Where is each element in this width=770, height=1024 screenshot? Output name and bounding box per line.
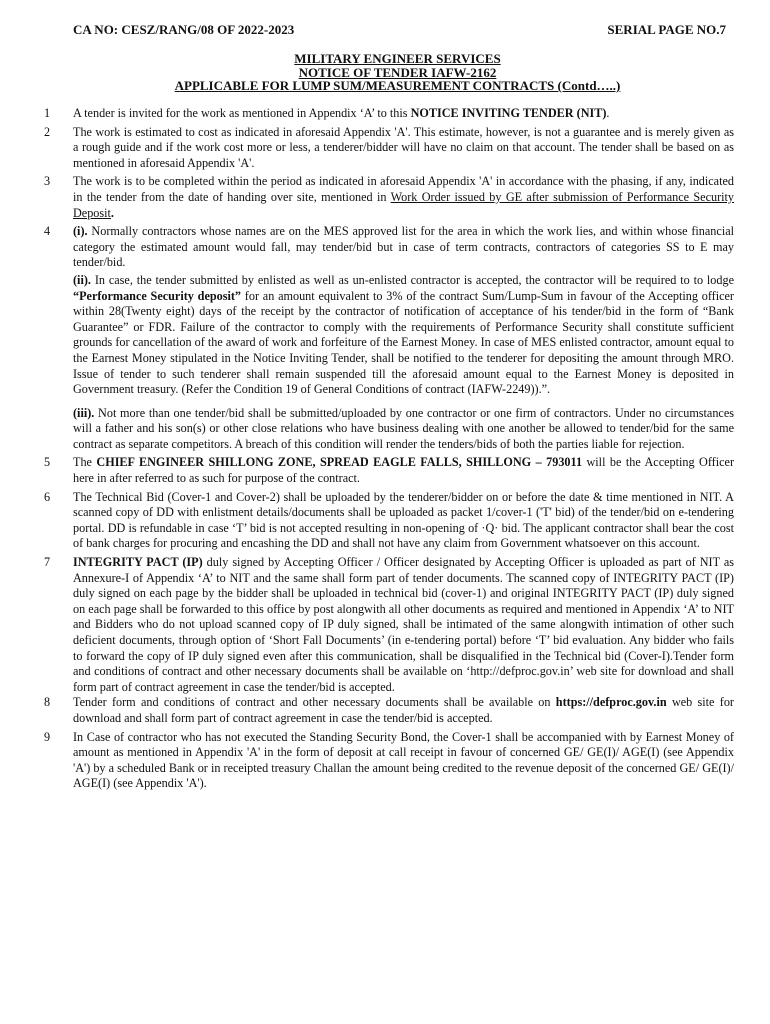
text-run: Normally contractors whose names are on the MES approved list for the area in which the work lies, and within whose financial category the estimated amount would fall, may tender/bid but in case of term contracts, contractors of categories SS to E may tender/bid. [73, 224, 734, 270]
text-run: The work is to be completed within the period as indicated in aforesaid Appendix 'A' in accordance with the phasing, if any, indicated in the tender from the date of handing over site, mentioned in [73, 174, 734, 204]
paragraph-text [73, 106, 734, 122]
paragraph-number: 1 [44, 106, 51, 120]
paragraph-4-clause-iii [73, 406, 734, 453]
text-run: In case, the tender submitted by enlisted as well as un-enlisted contractor is accepted, the contractor will be required to to lodge [90, 272, 734, 287]
text-run: Not more than one tender/bid shall be submitted/uploaded by one contractor or one firm of contractors. Under no circumstances will a father and his son(s) or other close relations who have business dealing with one another be allowed to tender/bid for the same contract as separate competitors. A breach of this condition will render the tenders/bids of both the parties liable for rejection. [73, 405, 734, 451]
text-run: duly signed by Accepting Officer / Officer designated by Accepting Officer is uploaded as part of NIT as Annexure-I of Appendix ‘A’ to NIT and the same shall form part of tender documents. The scanned copy of INTEGRITY PACT (IP) duly signed on each page by the bidder shall be uploaded in technical bid (cover-1) and original INTEGRITY PACT (IP) duly signed on each page shall be forwarded to this office by post alongwith all other documents as required and mentioned in Appendix ‘A’ to NIT and Bidders who do not upload scanned copy of IP duly signed, shall be intimated of the same alongwith intimation of other such deficient documents, through option of ‘Short Fall Documents’ (in e-tendering portal) before ‘T’ bid evaluation. Any bidder who fails to forward the copy of IP duly signed even after this communication, shall be disqualified in the Technical bid (Cover-I).Tender form and conditions of contract and other necessary documents shall be available on ‘http://defproc.gov.in’ web site for download and shall form part of contract agreement in case the tender/bid is accepted. [73, 555, 734, 694]
sub-clause-label: (i). [73, 224, 88, 239]
title-line-3: APPLICABLE FOR LUMP SUM/MEASUREMENT CONTRACTS (Contd…..) [174, 78, 621, 93]
paragraph-9 [44, 730, 734, 792]
paragraph-6 [44, 490, 734, 552]
bold-text: NOTICE INVITING TENDER (NIT) [410, 106, 607, 120]
contract-number: CA NO: CESZ/RANG/08 OF 2022-2023 [73, 22, 295, 37]
document-titles [0, 52, 770, 93]
paragraph-3 [44, 174, 734, 221]
text-run: web site for download and shall form part of contract agreement in case the tender/bid is accepted. [73, 695, 734, 725]
paragraph-1 [44, 106, 734, 122]
page-header [73, 22, 726, 38]
text-run: for an amount equivalent to 3% of the contract Sum/Lump-Sum in favour of the Accepting officer within 28(Twenty eight) days of the receipt by the contractor of notification of acceptance of his tender/bid in the form of “Bank Guarantee” or FDR. Failure of the contractor to comply with the requirements of Performance Security shall constitute sufficient grounds for cancellation of the award of work and forfeiture of the Earnest Money. In case of MES enlisted contractor, amount equal to the Earnest Money stipulated in the Notice Inviting Tender, shall be notified to the tenderer for depositing the amount through MRO. Issue of tender to such tenderer shall remain suspended till the aforesaid amount equal to the Earnest Money is deposited in Government treasury. (Refer the Condition 19 of General Conditions of contract (IAFW-2249)).”. [73, 288, 734, 397]
bold-text: CHIEF ENGINEER SHILLONG ZONE, SPREAD EAGLE FALLS, SHILLONG – 793011 [96, 455, 583, 470]
title-line-2: NOTICE OF TENDER IAFW-2162 [298, 64, 497, 80]
paragraph-4-clause-ii [73, 273, 734, 398]
text-run: A tender is invited for the work as mentioned in Appendix ‘A’ to this [73, 106, 411, 120]
text-run: . [606, 106, 610, 120]
paragraph-text [73, 455, 734, 486]
bold-text: “Performance Security deposit” [73, 288, 242, 303]
text-run: . [110, 205, 114, 220]
paragraph-text: The work is estimated to cost as indicated in aforesaid Appendix 'A'. This estimate, however, is not a guarantee and is merely given as a rough guide and if the work cost more or less, a tenderer/bidder will have no claim on that account. The tender shall be based on as mentioned in aforesaid Appendix 'A'. [73, 124, 734, 170]
paragraph-text [73, 695, 734, 726]
paragraph-text [73, 555, 734, 695]
paragraph-7 [44, 555, 734, 695]
paragraph-2 [44, 125, 734, 172]
paragraph-number: 7 [44, 555, 51, 570]
paragraph-number: 5 [44, 455, 51, 470]
sub-clause-label: (ii). [73, 272, 91, 287]
paragraph-number: 6 [44, 489, 51, 504]
text-run: The [73, 455, 97, 470]
paragraph-text: The Technical Bid (Cover-1 and Cover-2) shall be uploaded by the tenderer/bidder on or before the date & time mentioned in NIT. A scanned copy of DD with enlistment details/documents shall be uploaded as packet 1/cover-1 ('T' bid) of the tender/bid on e-tendering portal. DD is refundable in case ‘T’ bid is not accepted resulting in non-opening of ·Q· bid. The applicant contractor shall bear the cost of bank charges for procuring and encashing the DD and shall not have any claim from Government whatsoever on this account. [73, 489, 734, 551]
title-line-1: MILITARY ENGINEER SERVICES [294, 51, 501, 66]
paragraph-text [73, 174, 734, 221]
paragraph-number: 9 [44, 729, 51, 744]
underlined-text: Work Order issued by GE after submission of Performance Security Deposit [73, 189, 734, 220]
text-run: will be the Accepting Officer here in after referred to as such for purpose of the contract. [73, 455, 734, 486]
paragraph-5 [44, 455, 734, 486]
paragraph-4 [44, 224, 734, 271]
website-link[interactable]: https://defproc.gov.in [555, 695, 667, 710]
sub-clause-label: (iii). [73, 405, 95, 420]
text-run: Tender form and conditions of contract and other necessary documents shall be available on [73, 695, 556, 710]
document-body [44, 106, 734, 792]
paragraph-number: 2 [44, 124, 51, 139]
paragraph-text: In Case of contractor who has not executed the Standing Security Bond, the Cover-1 shall be accompanied with by Earnest Money of amount as mentioned in Appendix 'A' in the form of deposit at call receipt in favour of concerned GE/ GE(I)/ AGE(I) (see Appendix 'A') by a scheduled Bank or in receipted treasury Challan the amount being credited to the revenue deposit of the concerned GE/ GE(I)/ AGE(I) (see Appendix 'A'). [73, 729, 734, 791]
paragraph-number: 3 [44, 174, 51, 189]
paragraph-text [73, 224, 734, 271]
bold-text: INTEGRITY PACT (IP) [73, 555, 203, 570]
paragraph-number: 8 [44, 695, 51, 710]
paragraph-number: 4 [44, 224, 51, 239]
serial-page-number: SERIAL PAGE NO.7 [607, 22, 726, 37]
paragraph-8 [44, 695, 734, 726]
